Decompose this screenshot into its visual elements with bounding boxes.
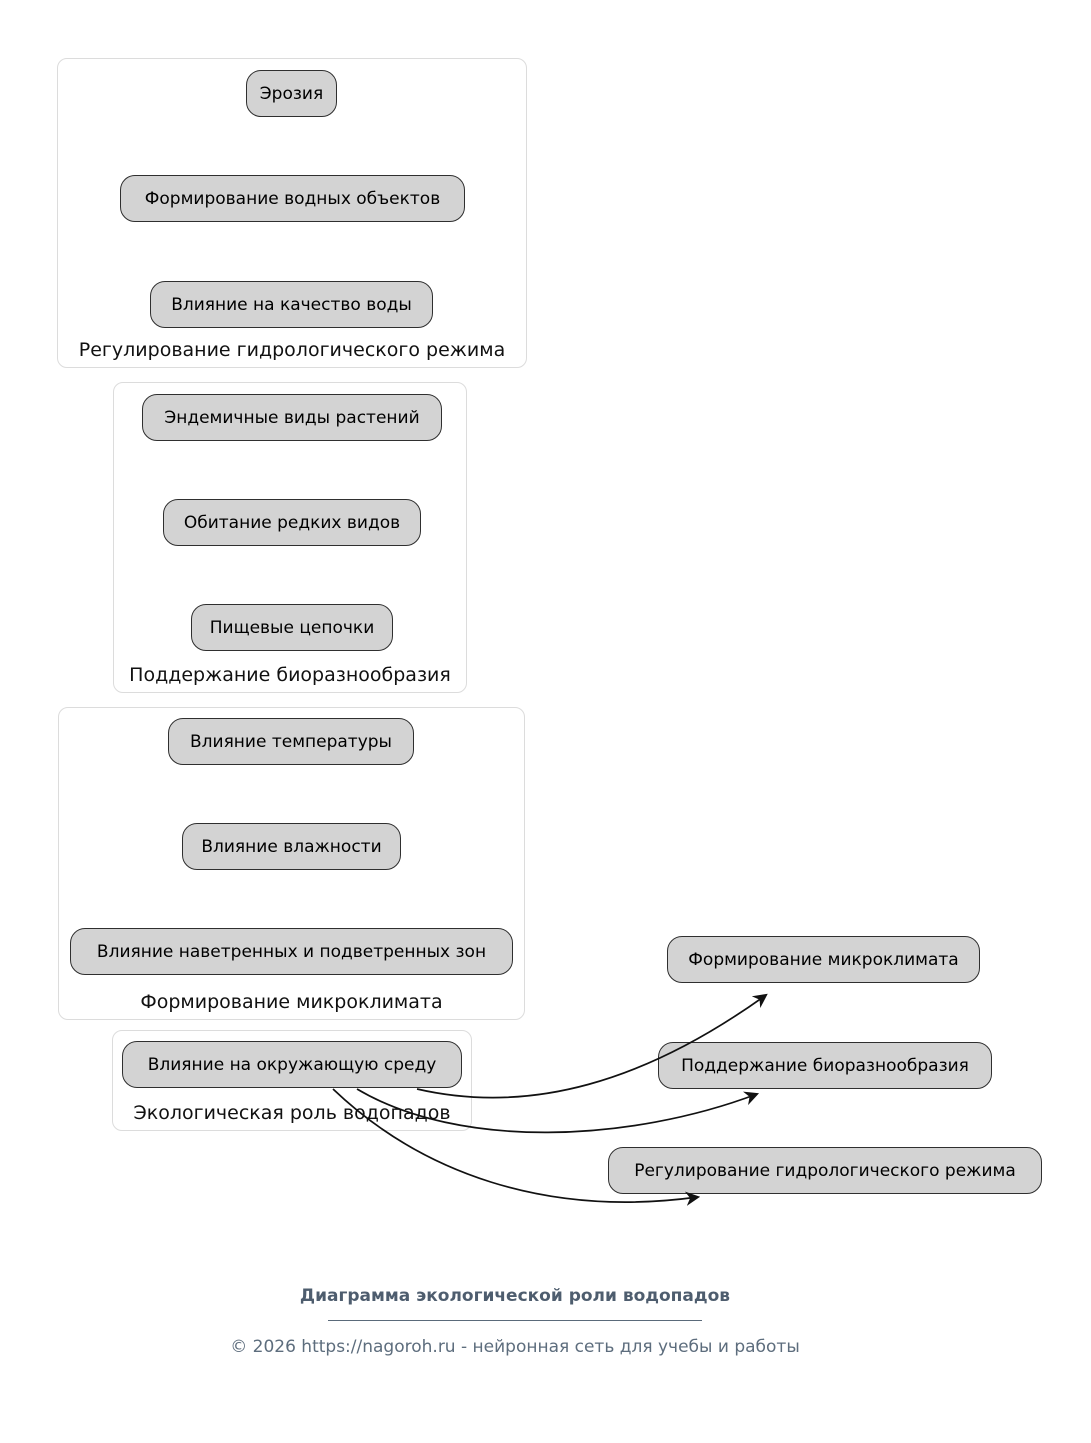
node-erosion: Эрозия: [246, 70, 337, 117]
node-hydrological-regime-target: Регулирование гидрологического режима: [608, 1147, 1042, 1194]
node-rare-species-habitat: Обитание редких видов: [163, 499, 421, 546]
node-windward-leeward-zones: Влияние наветренных и подветренных зон: [70, 928, 513, 975]
cluster-label-biodiversity: Поддержание биоразнообразия: [129, 664, 451, 686]
node-water-quality-impact: Влияние на качество воды: [150, 281, 433, 328]
node-environmental-impact: Влияние на окружающую среду: [122, 1041, 462, 1088]
node-water-bodies-formation: Формирование водных объектов: [120, 175, 465, 222]
node-endemic-plants: Эндемичные виды растений: [142, 394, 442, 441]
diagram-title: Диаграмма экологической роли водопадов: [299, 1286, 731, 1306]
cluster-label-microclimate: Формирование микроклимата: [140, 991, 443, 1013]
caption-block: [0, 1286, 1030, 1357]
caption-divider: [328, 1320, 702, 1321]
node-microclimate-formation-target: Формирование микроклимата: [667, 936, 980, 983]
copyright-text: © 2026 https://nagoroh.ru - нейронная сеть для учебы и работы: [230, 1337, 800, 1357]
node-biodiversity-support-target: Поддержание биоразнообразия: [658, 1042, 992, 1089]
cluster-label-hydrological-regime: Регулирование гидрологического режима: [78, 339, 506, 361]
node-temperature-influence: Влияние температуры: [168, 718, 414, 765]
cluster-label-ecological-role: Экологическая роль водопадов: [133, 1102, 451, 1124]
node-food-chains: Пищевые цепочки: [191, 604, 393, 651]
node-humidity-influence: Влияние влажности: [182, 823, 401, 870]
